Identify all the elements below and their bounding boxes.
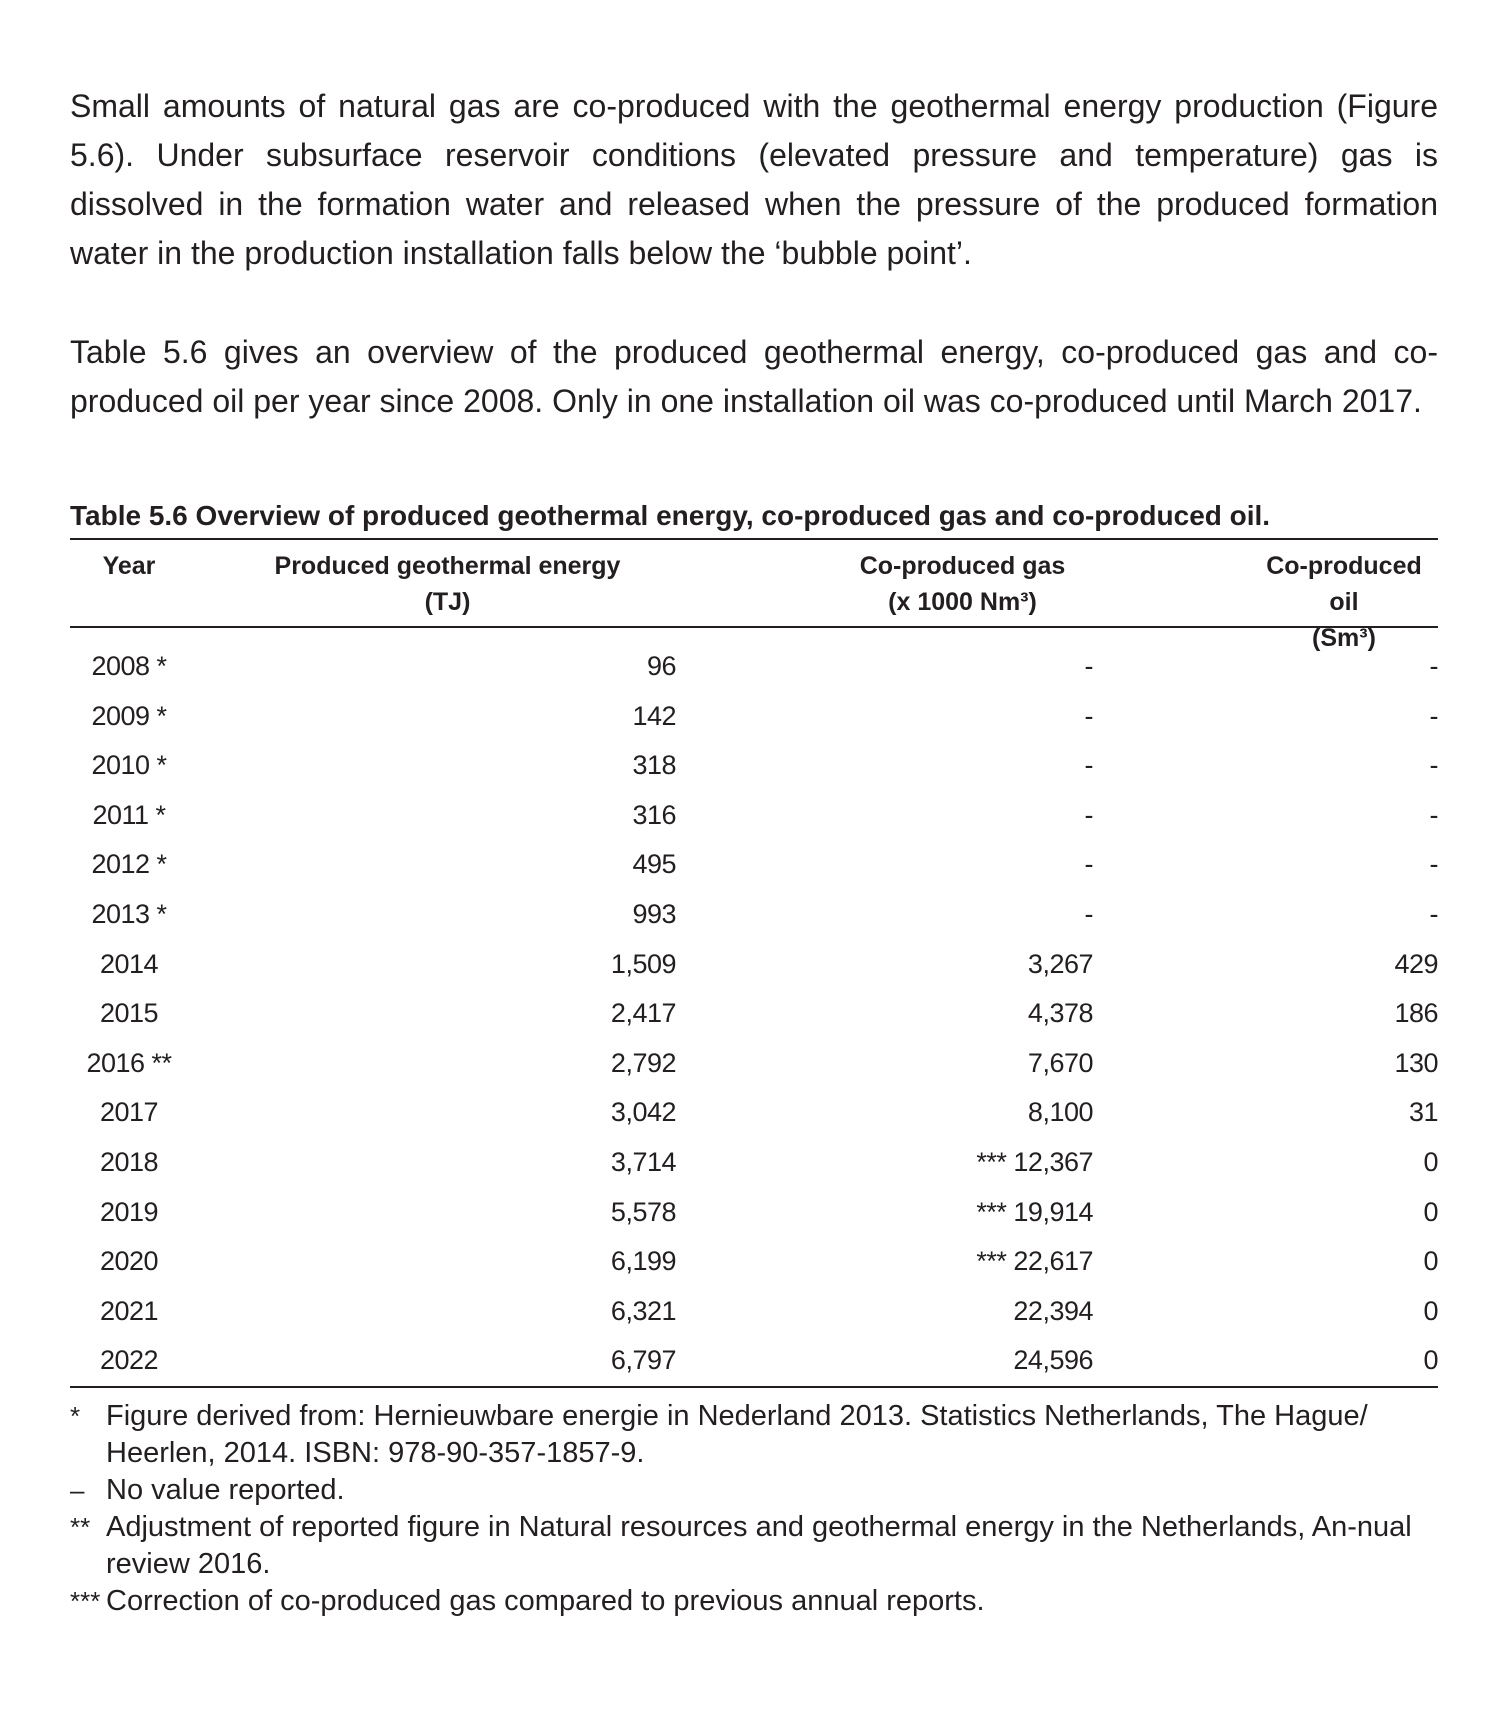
table-row [70,642,1438,692]
intro-paragraph: Small amounts of natural gas are co-produced with the geothermal energy production (Figure 5.6). Under subsurface reservoir conditions (elevated pressure and temperature) gas is dissolved in the formation water and released when the pressure of the produced formation water in the production installation falls below the ‘bubble point’. [70,88,1438,271]
cell-oil: 0 [1423,1196,1438,1227]
cell-year: 2012 * [91,849,167,880]
header-energy [220,548,675,620]
cell-energy: 2,792 [610,1047,676,1078]
table-row [70,692,1438,742]
header-oil-unit: (Sm³) [1312,624,1376,652]
cell-gas: 7,670 [1027,1047,1093,1078]
cell-year: 2017 [99,1097,159,1128]
cell-gas: - [1084,898,1093,929]
cell-gas: - [1084,750,1093,781]
table-row [70,940,1438,990]
footnote-text: Adjustment of reported figure in Natural resources and geothermal energy in the Netherlands, An-nual review 2016. [106,1510,1412,1580]
cell-oil: 186 [1394,998,1438,1029]
cell-year: 2016 ** [86,1047,172,1078]
cell-energy: 3,714 [610,1146,676,1177]
table-row [70,890,1438,940]
table-row [70,1237,1438,1287]
header-year-label: Year [102,552,156,580]
cell-energy: 6,321 [610,1295,676,1326]
cell-year: 2022 [99,1345,159,1376]
cell-gas: *** 12,367 [976,1146,1093,1177]
header-oil-label: Co-produced oil [1266,552,1422,616]
cell-energy: 142 [632,700,676,731]
cell-oil: 0 [1423,1146,1438,1177]
cell-gas: 3,267 [1027,948,1093,979]
cell-energy: 96 [646,651,676,681]
cell-oil: - [1429,898,1438,929]
cell-gas: - [1084,799,1093,830]
header-year [70,548,188,584]
cell-energy: 993 [632,898,676,929]
footnote [70,1398,1438,1472]
cell-oil: 130 [1394,1047,1438,1078]
table-intro-paragraph: Table 5.6 gives an overview of the produced geothermal energy, co-produced gas and co-produced oil per year since 2008. Only in one installation oil was co-produced until March 2017. [70,334,1438,419]
table-row [70,1188,1438,1238]
header-gas [830,548,1095,620]
footnote [70,1583,1438,1620]
cell-oil: - [1429,849,1438,880]
cell-gas: *** 19,914 [976,1196,1093,1227]
table-footnotes [70,1398,1438,1620]
cell-year: 2020 [99,1246,159,1277]
table-row [70,1088,1438,1138]
cell-gas: 4,378 [1027,998,1093,1029]
cell-energy: 1,509 [610,948,676,979]
document-page [70,82,1438,1620]
header-gas-unit: (x 1000 Nm³) [888,588,1037,616]
cell-energy: 318 [632,750,676,781]
cell-energy: 5,578 [610,1196,676,1227]
cell-year: 2009 * [91,700,167,731]
cell-energy: 6,199 [610,1246,676,1277]
cell-gas: - [1084,849,1093,880]
table-caption: Table 5.6 Overview of produced geothermal energy, co-produced gas and co-produced oil. [70,500,1271,531]
cell-year: 2014 [99,948,159,979]
cell-year: 2013 * [91,898,167,929]
footnote-mark: *** [70,1585,101,1616]
cell-energy: 2,417 [610,998,676,1029]
cell-year: 2019 [99,1196,159,1227]
footnote-mark: – [70,1474,85,1505]
cell-energy: 316 [632,799,676,830]
footnote-text: Correction of co-produced gas compared to previous annual reports. [106,1584,985,1617]
cell-oil: - [1429,750,1438,781]
cell-energy: 495 [632,849,676,880]
footnote-text: Figure derived from: Hernieuwbare energie in Nederland 2013. Statistics Netherlands, The Hague/ Heerlen, 2014. ISBN: 978-90-357-1857-9. [106,1399,1368,1469]
footnote [70,1472,1438,1509]
cell-oil: 0 [1423,1295,1438,1326]
footnote-text: No value reported. [106,1473,345,1506]
table-row [70,741,1438,791]
cell-year: 2015 [99,998,159,1029]
cell-gas: 22,394 [1013,1295,1093,1326]
table-row [70,1138,1438,1188]
data-table [70,538,1438,1388]
table-row [70,1039,1438,1089]
footnote [70,1509,1438,1583]
cell-gas: *** 22,617 [976,1246,1093,1277]
cell-oil: - [1429,651,1438,681]
cell-oil: 0 [1423,1345,1438,1376]
table-row [70,791,1438,841]
cell-oil: 31 [1408,1097,1438,1128]
cell-year: 2011 * [92,799,166,830]
cell-year: 2008 * [91,651,167,681]
header-gas-label: Co-produced gas [859,552,1066,580]
table-header [70,540,1438,652]
header-energy-unit: (TJ) [424,588,471,616]
footnote-mark: ** [70,1511,91,1542]
cell-oil: 429 [1394,948,1438,979]
cell-gas: 8,100 [1027,1097,1093,1128]
cell-energy: 3,042 [610,1097,676,1128]
cell-gas: 24,596 [1013,1345,1093,1376]
table-row [70,1287,1438,1337]
cell-energy: 6,797 [610,1345,676,1376]
header-oil [1250,548,1438,656]
table-body [70,628,1438,1386]
cell-gas: - [1084,651,1093,681]
table-row [70,1336,1438,1386]
footnote-mark: * [70,1400,81,1431]
cell-year: 2010 * [91,750,167,781]
header-energy-label: Produced geothermal energy [274,552,621,580]
cell-oil: - [1429,799,1438,830]
table-row [70,840,1438,890]
cell-oil: - [1429,700,1438,731]
cell-year: 2018 [99,1146,159,1177]
cell-gas: - [1084,700,1093,731]
cell-year: 2021 [99,1295,159,1326]
cell-oil: 0 [1423,1246,1438,1277]
table-row [70,989,1438,1039]
